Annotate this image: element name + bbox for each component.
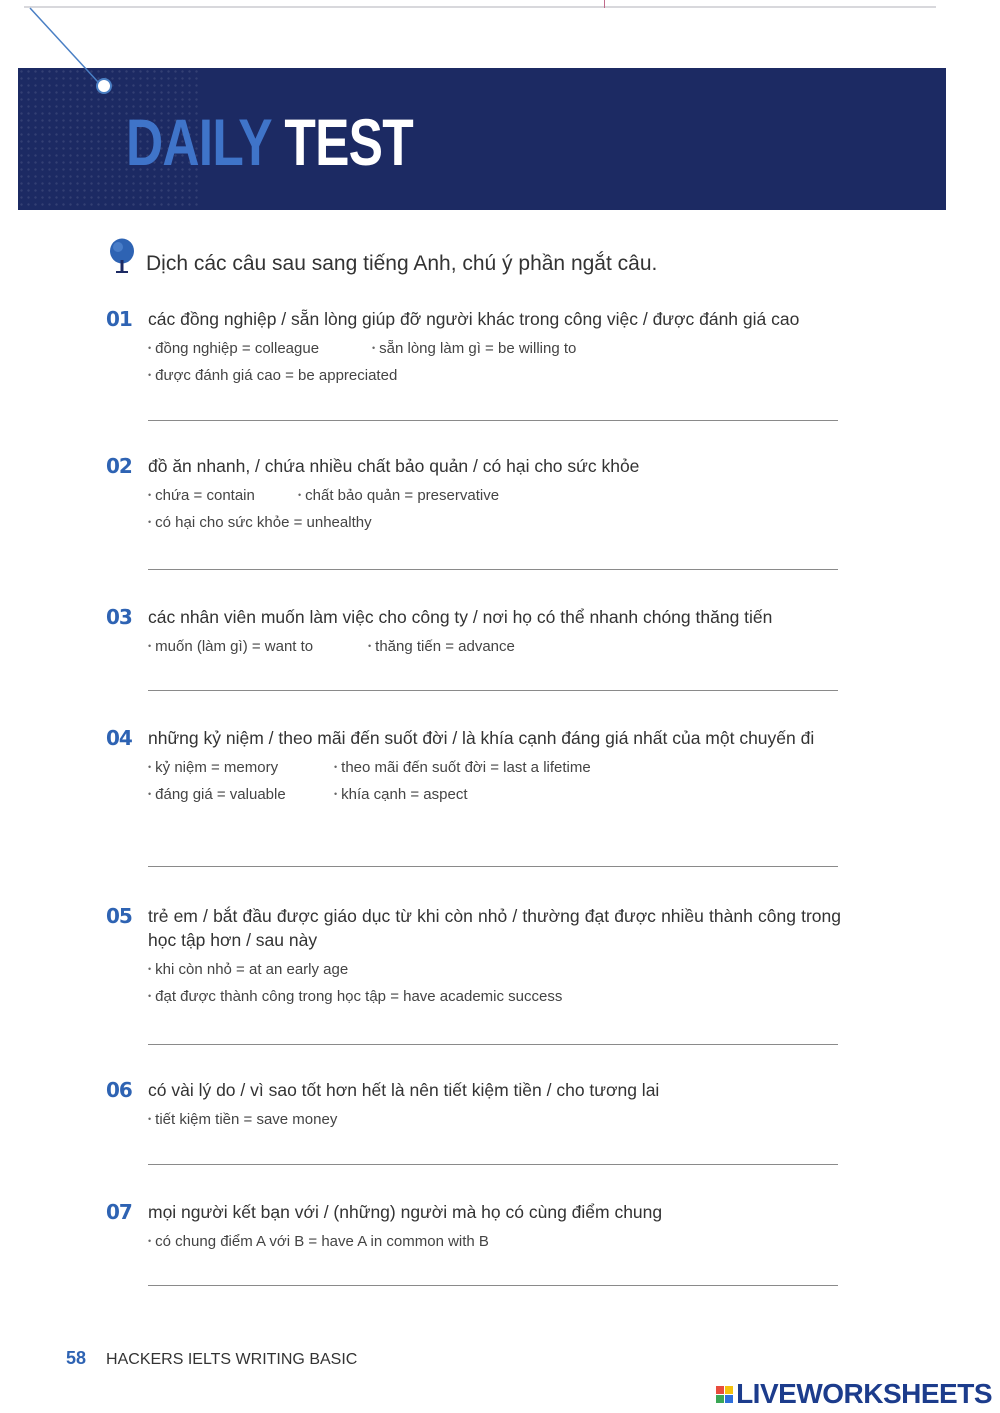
answer-line-07[interactable] xyxy=(148,1285,838,1286)
hint-row xyxy=(148,335,841,362)
hint: • sẵn lòng làm gì = be willing to xyxy=(372,335,576,362)
question-text: có vài lý do / vì sao tốt hơn hết là nên tiết kiệm tiền / cho tương lai xyxy=(148,1080,660,1100)
hint-row xyxy=(148,1228,841,1255)
hint-row xyxy=(148,633,841,660)
question-text: trẻ em / bắt đầu được giáo dục từ khi còn nhỏ / thường đạt được nhiều thành công trong học tập hơn / sau này xyxy=(148,906,841,950)
question-text: các đồng nghiệp / sẵn lòng giúp đỡ người khác trong công việc / được đánh giá cao xyxy=(148,309,800,329)
hint: • chất bảo quản = preservative xyxy=(298,482,499,509)
title-word-test: TEST xyxy=(284,105,413,179)
question-text: những kỷ niệm / theo mãi đến suốt đời / là khía cạnh đáng giá nhất của một chuyến đi xyxy=(148,728,815,748)
tree-icon xyxy=(108,238,138,274)
question-text: đồ ăn nhanh, / chứa nhiều chất bảo quản / có hại cho sức khỏe xyxy=(148,456,640,476)
question-02 xyxy=(106,454,841,536)
top-rule xyxy=(24,6,936,8)
question-number: 05 xyxy=(106,904,132,928)
hint: • tiết kiệm tiền = save money xyxy=(148,1106,337,1133)
question-number: 01 xyxy=(106,307,132,331)
hint: • chứa = contain xyxy=(148,482,298,509)
question-number: 04 xyxy=(106,726,132,750)
hint: • kỷ niệm = memory xyxy=(148,754,334,781)
hint: • khía cạnh = aspect xyxy=(334,781,468,808)
answer-line-05[interactable] xyxy=(148,1044,838,1045)
book-title: HACKERS IELTS WRITING BASIC xyxy=(106,1351,358,1368)
hints xyxy=(148,633,841,660)
hint-row xyxy=(148,956,841,983)
hints xyxy=(148,482,841,536)
question-04 xyxy=(106,726,841,808)
hint: • đáng giá = valuable xyxy=(148,781,334,808)
instruction xyxy=(108,238,657,276)
answer-line-03[interactable] xyxy=(148,690,838,691)
question-05 xyxy=(106,904,841,1010)
page-title xyxy=(126,106,413,178)
hint-row xyxy=(148,362,841,389)
hint-row xyxy=(148,509,841,536)
decorative-pin-ring xyxy=(96,78,112,94)
question-number: 07 xyxy=(106,1200,132,1224)
question-text: mọi người kết bạn với / (những) người mà họ có cùng điểm chung xyxy=(148,1202,663,1222)
question-number: 02 xyxy=(106,454,132,478)
hint: • thăng tiến = advance xyxy=(368,633,515,660)
hint: • theo mãi đến suốt đời = last a lifetime xyxy=(334,754,591,781)
hint: • đạt được thành công trong học tập = have academic success xyxy=(148,983,562,1010)
hint: • khi còn nhỏ = at an early age xyxy=(148,956,348,983)
hint-row xyxy=(148,482,841,509)
daily-test-banner xyxy=(18,68,946,210)
hint-row xyxy=(148,754,841,781)
question-text: các nhân viên muốn làm việc cho công ty / nơi họ có thể nhanh chóng thăng tiến xyxy=(148,607,773,627)
question-07 xyxy=(106,1200,841,1255)
answer-line-02[interactable] xyxy=(148,569,838,570)
title-word-daily: DAILY xyxy=(126,105,271,179)
hint: • muốn (làm gì) = want to xyxy=(148,633,368,660)
hint: • được đánh giá cao = be appreciated xyxy=(148,362,397,389)
answer-line-04[interactable] xyxy=(148,866,838,867)
liveworksheets-watermark xyxy=(716,1378,992,1410)
hint-row xyxy=(148,781,841,808)
answer-line-01[interactable] xyxy=(148,420,838,421)
question-03 xyxy=(106,605,841,660)
hints xyxy=(148,335,841,389)
answer-line-06[interactable] xyxy=(148,1164,838,1165)
hints xyxy=(148,754,841,808)
top-tick-mark xyxy=(604,0,605,8)
instruction-text: Dịch các câu sau sang tiếng Anh, chú ý phần ngắt câu. xyxy=(146,252,658,275)
question-01 xyxy=(106,307,841,389)
hints xyxy=(148,956,841,1010)
hint: • có chung điểm A với B = have A in common with B xyxy=(148,1228,489,1255)
watermark-text: LIVEWORKSHEETS xyxy=(736,1378,992,1409)
hint-row xyxy=(148,983,841,1010)
page-footer xyxy=(66,1348,357,1369)
hint: • có hại cho sức khỏe = unhealthy xyxy=(148,509,372,536)
question-number: 03 xyxy=(106,605,132,629)
question-number: 06 xyxy=(106,1078,132,1102)
page-number: 58 xyxy=(66,1348,87,1368)
hints xyxy=(148,1106,841,1133)
hint: • đồng nghiệp = colleague xyxy=(148,335,372,362)
hint-row xyxy=(148,1106,841,1133)
question-06 xyxy=(106,1078,841,1133)
hints xyxy=(148,1228,841,1255)
liveworksheets-logo-icon xyxy=(716,1386,733,1403)
